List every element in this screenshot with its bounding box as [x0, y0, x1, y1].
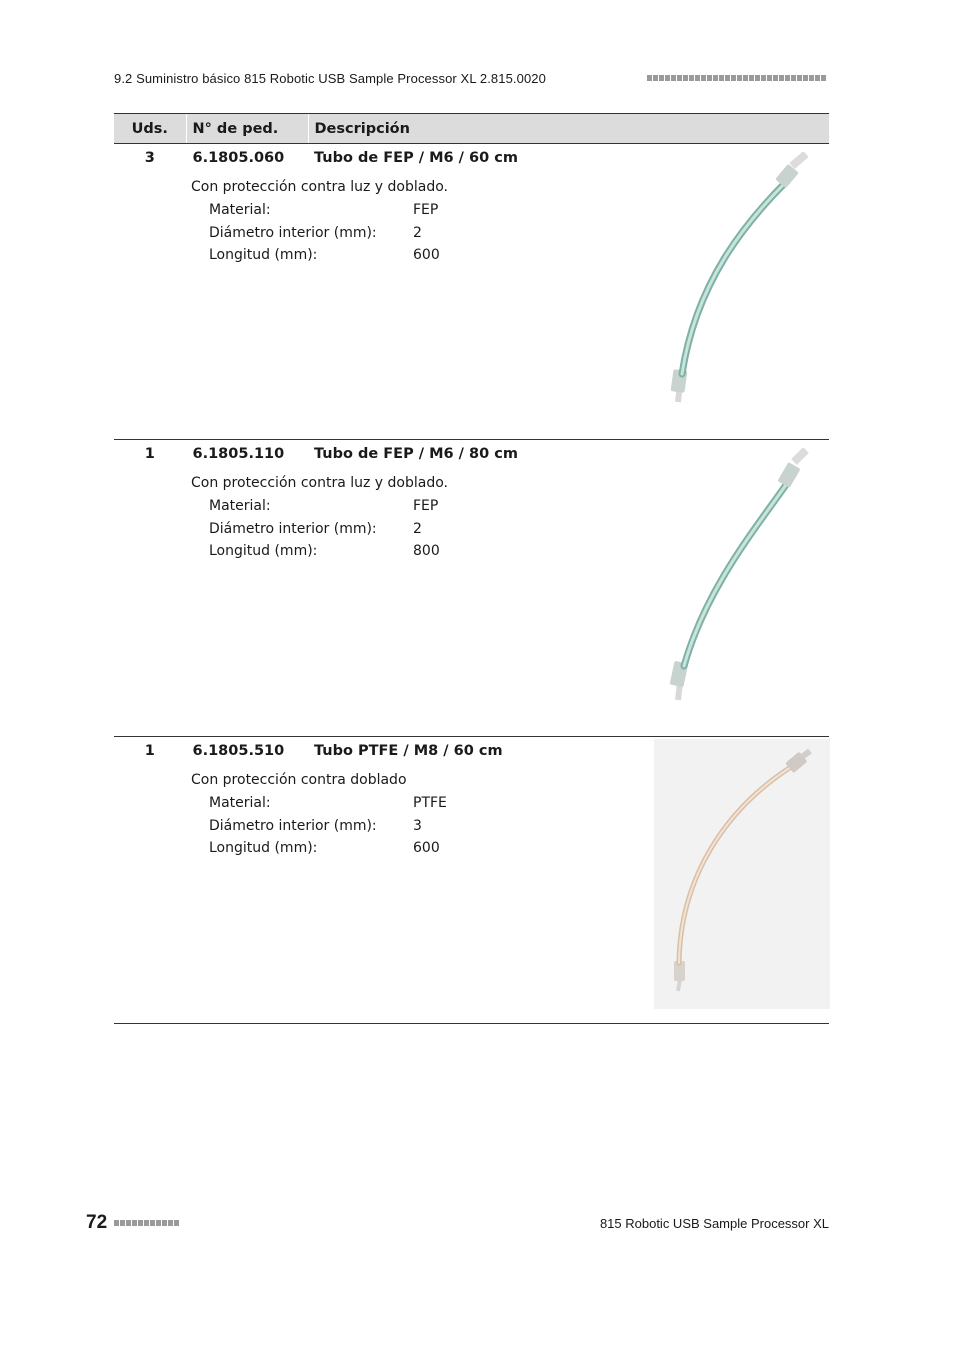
table-header-row: [114, 114, 829, 144]
ptfe-tube-60cm-image: [654, 739, 830, 1009]
page-number: 72: [86, 1212, 108, 1233]
row-note: Con protección contra doblado: [191, 772, 407, 788]
footer-dot-rule: [114, 1220, 179, 1226]
footer-product-name: 815 Robotic USB Sample Processor XL: [599, 1216, 829, 1231]
spec-row: [209, 795, 447, 818]
spec-row: [209, 225, 440, 248]
spec-list: [209, 202, 440, 270]
spec-label: Longitud (mm):: [209, 840, 318, 857]
spec-label: Longitud (mm):: [209, 543, 318, 560]
spec-value: 2: [413, 224, 422, 241]
column-header-description: Descripción: [308, 114, 829, 144]
fep-tube-80cm-image: [666, 448, 836, 708]
spec-value: PTFE: [413, 795, 447, 811]
running-header: 9.2 Suministro básico 815 Robotic USB Sample Processor XL 2.815.0020: [114, 71, 546, 86]
spec-row: [209, 818, 447, 841]
spec-row: [209, 521, 440, 544]
row-order-no: 6.1805.110: [186, 440, 308, 737]
spec-label: Longitud (mm):: [209, 247, 318, 264]
column-header-order-no: N° de ped.: [186, 114, 308, 144]
spec-label: Material:: [209, 795, 271, 811]
row-title: Tubo de FEP / M6 / 80 cm: [314, 446, 518, 462]
header-dot-rule: [647, 75, 826, 81]
row-qty: 3: [114, 144, 186, 440]
row-title: Tubo de FEP / M6 / 60 cm: [314, 150, 518, 166]
spec-label: Diámetro interior (mm):: [209, 520, 377, 537]
spec-label: Diámetro interior (mm):: [209, 817, 377, 834]
table-row: [114, 737, 829, 1024]
row-title: Tubo PTFE / M8 / 60 cm: [314, 743, 503, 759]
spec-label: Material:: [209, 498, 271, 514]
spec-row: [209, 202, 440, 225]
row-order-no: 6.1805.060: [186, 144, 308, 440]
table-row: [114, 144, 829, 440]
spec-list: [209, 498, 440, 566]
parts-table: [114, 113, 829, 1024]
fep-tube-60cm-image: [666, 152, 836, 412]
spec-value: FEP: [413, 498, 439, 514]
spec-value: 600: [413, 840, 440, 857]
spec-value: 800: [413, 543, 440, 560]
spec-label: Material:: [209, 202, 271, 218]
spec-label: Diámetro interior (mm):: [209, 224, 377, 241]
row-note: Con protección contra luz y doblado.: [191, 475, 449, 491]
spec-row: [209, 543, 440, 566]
spec-value: 600: [413, 247, 440, 264]
spec-row: [209, 840, 447, 863]
row-qty: 1: [114, 737, 186, 1024]
spec-value: 3: [413, 817, 422, 834]
spec-value: FEP: [413, 202, 439, 218]
row-qty: 1: [114, 440, 186, 737]
spec-value: 2: [413, 520, 422, 537]
row-note: Con protección contra luz y doblado.: [191, 179, 449, 195]
spec-row: [209, 247, 440, 270]
spec-row: [209, 498, 440, 521]
column-header-qty: Uds.: [114, 114, 186, 144]
table-row: [114, 440, 829, 737]
spec-list: [209, 795, 447, 863]
row-order-no: 6.1805.510: [186, 737, 308, 1024]
